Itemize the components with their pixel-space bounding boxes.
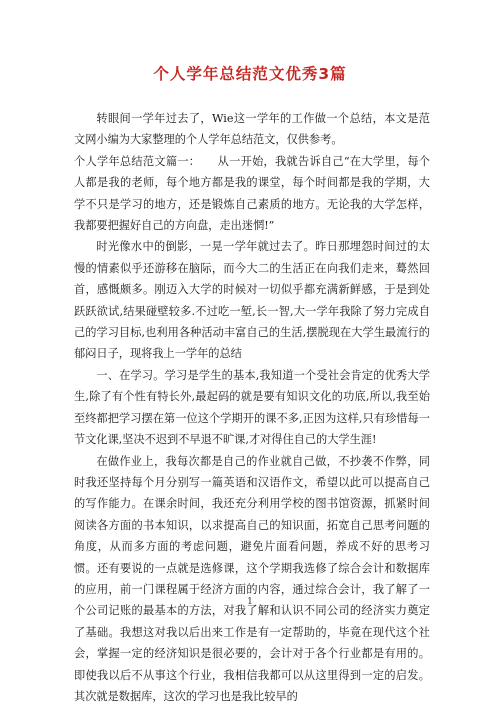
paragraph-time: 时光像水中的倒影，一晃一学年就过去了。昨日那埋怨时间过的太慢的情素似乎还游移在脑际，而今大二的生活正在向我们走来，蓦然回首，感慨颇多。刚迈入大学的时候对一切似乎都充满新鲜感，于是到处跃跃欲试,结果碰壁较多.不过吃一堑,长一智,大一学年我除了努力完成自己的学习目标,也利用各种活动丰富自己的生活,摆脱现在大学生最流行的郁闷日子，现将我上一学年的总结 xyxy=(74,236,430,364)
paragraph-homework: 在做作业上，我每次都是自己的作业就自己做，不抄袭不作弊，同时我还坚持每个月分别写一篇英语和汉语作文，希望以此可以提高自己的写作能力。在课余时间，我还充分利用学校的图书馆资源，抓紧时间阅读各方面的书本知识，以求提高自己的知识面，拓宽自己思考问题的角度，从而多方面的考虑问题，避免片面看问题，养成不好的思考习惯。还有要说的一点就是选修课，这个学期我选修了综合会计和数据库的应用，前一门课程属于经济方面的内容，通过综合会计，我了解了一个公司记账的最基本的方法，对我了解和认识不同公司的经济实力奠定了基础。我想这对我以后出来工作是有一定帮助的，毕竟在现代这个社会，掌握一定的经济知识是很必要的，会计对于各个行业都是有用的。即使我以后不从事这个行业，我相信我都可以从这里得到一定的启发。其次就是数据库，这次的学习也是我比较早的 xyxy=(74,451,430,707)
document-title: 个人学年总结范文优秀3篇 xyxy=(0,62,500,84)
page-number: 1 xyxy=(0,597,500,607)
paragraph-article-one: 个人学年总结范文篇一： 从一开始，我就告诉自己“在大学里，每个人都是我的老师，每个地方都是我的课堂，每个时间都是我的学期，大学不只是学习的地方，还是锻炼自己素质的地方。无论我的大学怎样，我都要把握好自己的方向盘，走出迷惘!” xyxy=(74,151,430,237)
paragraph-study: 一、在学习。学习是学生的基本,我知道一个受社会肯定的优秀大学生,除了有个性有特长外,最起码的就是要有知识文化的功底,所以,我至始至终都把学习摆在第一位这个学期开的课不多,正因为这样,只有珍惜每一节文化课,坚决不迟到不早退不旷课,才对得住自己的大学生涯! xyxy=(74,365,430,451)
paragraph-intro: 转眼间一学年过去了，Wie这一学年的工作做一个总结，本文是范文网小编为大家整理的个人学年总结范文，仅供参考。 xyxy=(74,108,430,151)
document-body xyxy=(74,108,430,707)
